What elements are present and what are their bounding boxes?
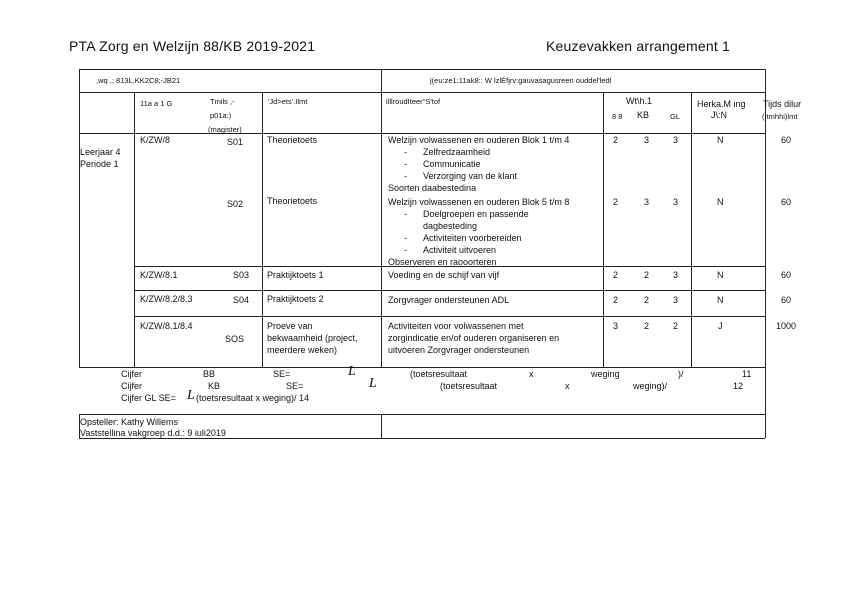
row-kb: 2	[644, 295, 650, 305]
header-type: 'Jd>ets'.Ilmt	[268, 97, 308, 106]
formula-toets: (toetsresultaat	[410, 369, 468, 379]
row-bullet: Activiteit uitvoeren	[423, 245, 497, 255]
band-left-label: ,wq ,; 813L,KK2C8;-JB21	[96, 76, 181, 85]
row-bb: 2	[613, 295, 619, 305]
header-content: illlroudIteer"S'tof	[386, 97, 441, 106]
row-type: Praktijktoets 2	[267, 294, 324, 304]
formula-cijfer: Cijfer	[121, 369, 143, 379]
row-time: 1000	[776, 321, 797, 331]
formula-toets: (toetsresultaat	[440, 381, 498, 391]
row-code: K/ZW/8.1/8.4	[140, 321, 193, 331]
formula-denominator: 12	[733, 381, 744, 391]
period-term: Periode 1	[80, 159, 119, 169]
formula-x: x	[529, 369, 534, 379]
row-bullet: Zelfredzaamheid	[423, 147, 491, 157]
header-code-c: p01a:)	[210, 111, 232, 120]
row-herk: N	[717, 197, 724, 207]
formula-bb: BB	[203, 369, 216, 379]
row-time: 60	[781, 295, 792, 305]
row-herk: N	[717, 270, 724, 280]
row-bullet: Communicatie	[423, 159, 481, 169]
row-type: Proeve van	[267, 321, 313, 331]
row-content-title: Zorgvrager ondersteunen ADL	[388, 295, 510, 305]
row-content-after: Observeren en raooorteren	[388, 257, 497, 267]
sum-symbol: L	[187, 388, 195, 403]
header-time: Tijds dilur	[763, 99, 802, 109]
formula-kb: KB	[208, 381, 221, 391]
row-type: bekwaamheid (project,	[267, 333, 358, 343]
page-title: PTA Zorg en Welzijn 88/KB 2019-2021	[69, 38, 316, 54]
row-bb: 3	[613, 321, 619, 331]
formula-weging: weging	[591, 369, 620, 379]
row-content: Activiteiten voor volwassenen met	[388, 321, 524, 331]
page-subtitle: Keuzevakken arrangement 1	[546, 38, 730, 54]
footer-date: Vaststellina vakgroep d.d.: 9 iuli2019	[80, 428, 226, 438]
row-gl: 2	[673, 321, 679, 331]
row-herk: N	[717, 135, 724, 145]
row-bullet: Activiteiten voorbereiden	[423, 233, 522, 243]
row-type: Theorietoets	[267, 196, 318, 206]
row-code: K/ZW/8	[140, 135, 171, 145]
row-id: S01	[227, 137, 244, 147]
header-code-b: Tmils ,-	[210, 97, 235, 106]
formula-weging: weging)/	[633, 381, 668, 391]
row-bullet-cont: dagbesteding	[423, 221, 478, 231]
row-herk: N	[717, 295, 724, 305]
formula-cijfer: Cijfer	[121, 381, 143, 391]
row-type: Praktijktoets 1	[267, 270, 324, 280]
period-year: Leerjaar 4	[80, 147, 121, 157]
header-kb: KB	[637, 110, 650, 120]
row-bb: 2	[613, 270, 619, 280]
row-kb: 3	[644, 197, 650, 207]
header-herkansing: Herka.M ing	[697, 99, 746, 109]
row-content-after: Soorten daabestedina	[388, 183, 477, 193]
row-id: S02	[227, 199, 244, 209]
row-id: SOS	[225, 334, 245, 344]
row-bb: 2	[613, 135, 619, 145]
row-content: zorgindicatie en/of ouderen organiseren en	[388, 333, 560, 343]
row-bullet: Doelgroepen en passende	[423, 209, 529, 219]
row-time: 60	[781, 135, 792, 145]
row-code: K/ZW/8.2/8.3	[140, 294, 193, 304]
row-gl: 3	[673, 295, 679, 305]
row-gl: 3	[673, 197, 679, 207]
row-bullet: Verzorging van de klant	[423, 171, 518, 181]
header-gl: GL	[670, 112, 681, 121]
row-content-title: Welzijn volwassenen en ouderen Blok 5 t/m 8	[388, 197, 570, 207]
formula-se: SE=	[273, 369, 291, 379]
header-code-d: (magister)	[208, 125, 242, 134]
sum-symbol: L	[348, 364, 356, 379]
header-bb: 8 8	[612, 112, 623, 121]
row-type: meerdere weken)	[267, 345, 338, 355]
row-kb: 2	[644, 270, 650, 280]
row-content: uitvoeren Zorgvrager ondersteunen	[388, 345, 530, 355]
row-kb: 2	[644, 321, 650, 331]
row-code: K/ZW/8.1	[140, 270, 178, 280]
row-content-title: Welzijn volwassenen en ouderen Blok 1 t/m 4	[388, 135, 570, 145]
footer-author: Opsteller: Kathy Willems	[80, 417, 179, 427]
formula-denominator: 11	[742, 369, 752, 379]
row-bb: 2	[613, 197, 619, 207]
formula-slash: )/	[678, 369, 684, 379]
formula-gl-rest: (toetsresultaat x weging)/ 14	[196, 393, 310, 403]
header-jn: J\:N	[711, 110, 728, 120]
band-right-label: j(eu:ze1;11ak8:: W lzlÉfjrv:gauvasagusreen ouddel'ledl	[430, 76, 612, 85]
sum-symbol: L	[369, 376, 377, 391]
formula-gl-label: Cijfer GL SE=	[121, 393, 176, 403]
formula-x: x	[565, 381, 570, 391]
header-code-a: 11a a 1 G	[140, 99, 173, 108]
formula-se: SE=	[286, 381, 304, 391]
row-time: 60	[781, 270, 792, 280]
row-time: 60	[781, 197, 792, 207]
row-gl: 3	[673, 135, 679, 145]
row-id: S03	[233, 270, 250, 280]
row-kb: 3	[644, 135, 650, 145]
row-type: Theorietoets	[267, 135, 318, 145]
header-weight: Wt\h.1	[626, 96, 653, 106]
header-time-unit: (:tmhhi)lmt	[762, 112, 798, 121]
row-gl: 3	[673, 270, 679, 280]
row-content-title: Voeding en de schijf van vijf	[388, 270, 500, 280]
row-id: S04	[233, 295, 250, 305]
row-herk: J	[718, 321, 723, 331]
